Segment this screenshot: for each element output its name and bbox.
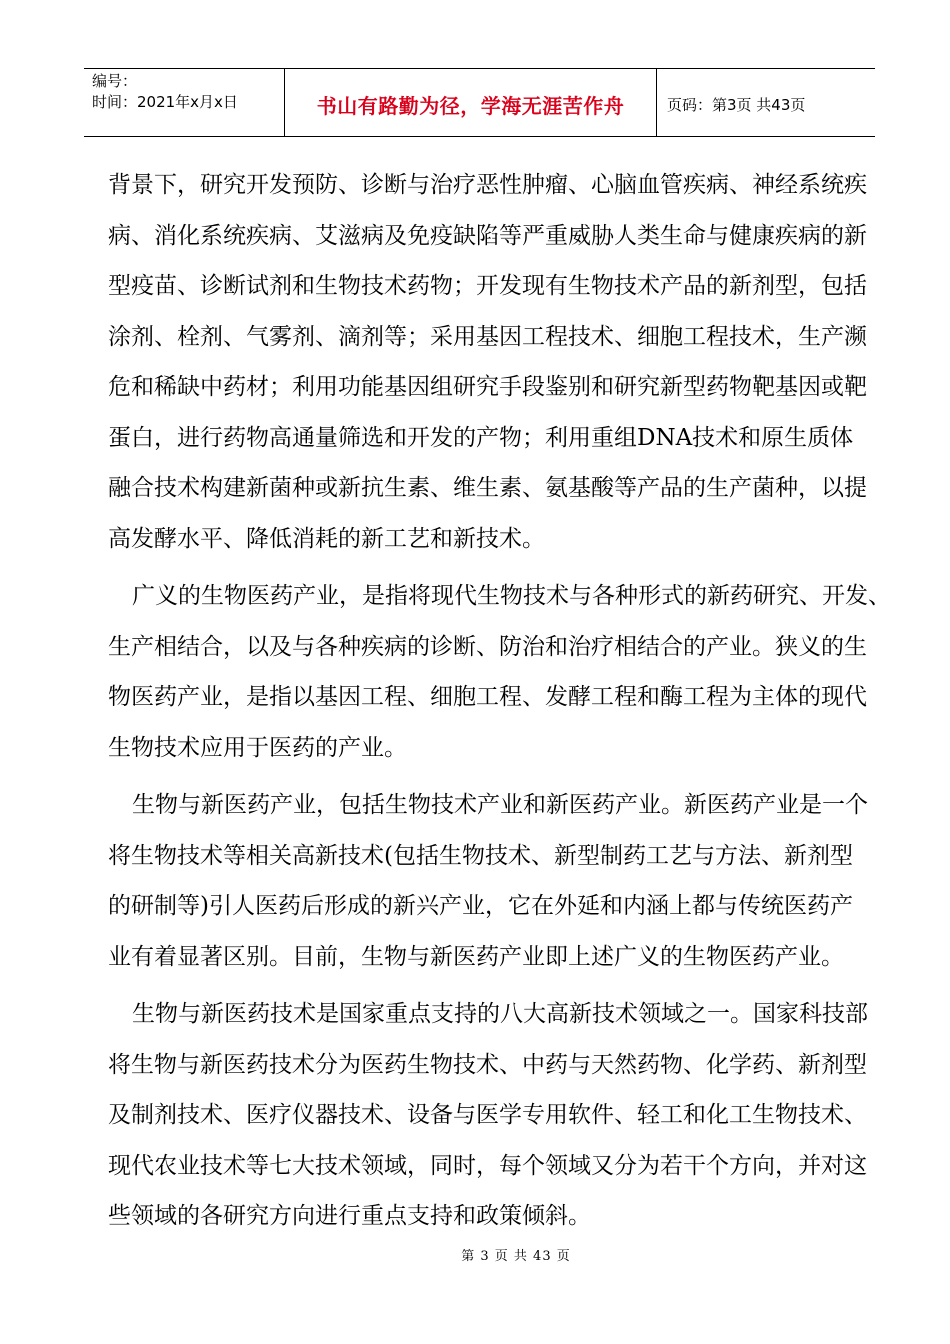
paragraph-line: 的研制等)引人医药后形成的新兴产业，它在外延和内涵上都与传统医药产 <box>108 893 853 919</box>
paragraph-line: 高发酵水平、降低消耗的新工艺和新技术。 <box>108 525 545 552</box>
paragraph-line: 融合技术构建新菌种或新抗生素、维生素、氨基酸等产品的生产菌种，以提 <box>108 475 867 501</box>
paragraph-line: 些领域的各研究方向进行重点支持和政策倾斜。 <box>108 1203 591 1229</box>
paragraph-line: 现代农业技术等七大技术领域，同时，每个领域又分为若干个方向，并对这 <box>108 1152 867 1179</box>
paragraph-line: 业有着显著区别。目前，生物与新医药产业即上述广义的生物医药产业。 <box>108 943 844 970</box>
paragraph-line: 危和稀缺中药材；利用功能基因组研究手段鉴别和研究新型药物靶基因或靶 <box>108 374 867 400</box>
paragraph-line: 将生物技术等相关高新技术(包括生物技术、新型制药工艺与方法、新剂型 <box>108 842 853 869</box>
paragraph-line: 型疫苗、诊断试剂和生物技术药物；开发现有生物技术产品的新剂型，包括 <box>108 273 867 299</box>
paragraph-line: 背景下，研究开发预防、诊断与治疗恶性肿瘤、心脑血管疾病、神经系统疾 <box>108 172 867 198</box>
paragraph-line: 涂剂、栓剂、气雾剂、滴剂等；采用基因工程技术、细胞工程技术，生产濒 <box>108 323 867 350</box>
document-body <box>108 160 891 1242</box>
paragraph-line: 生物与新医药技术是国家重点支持的八大高新技术领域之一。国家科技部 <box>132 1001 868 1027</box>
header-page-label: 页码：第3页 共43页 <box>667 96 806 114</box>
page-header <box>84 68 875 137</box>
page-footer <box>0 1245 950 1264</box>
paragraph <box>108 989 868 1242</box>
header-meta-cell <box>84 69 285 136</box>
header-page-cell <box>657 69 875 136</box>
paragraph-line: 生物与新医药产业，包括生物技术产业和新医药产业。新医药产业是一个 <box>132 792 868 818</box>
paragraph-line: 及制剂技术、医疗仪器技术、设备与医学专用软件、轻工和化工生物技术、 <box>108 1102 867 1128</box>
paragraph-line: 病、消化系统疾病、艾滋病及免疫缺陷等严重威胁人类生命与健康疾病的新 <box>108 222 867 249</box>
paragraph-line: 生产相结合，以及与各种疾病的诊断、防治和治疗相结合的产业。狭义的生 <box>108 633 867 660</box>
paragraph-line: 蛋白，进行药物高通量筛选和开发的产物；利用重组DNA技术和原生质体 <box>108 424 854 451</box>
paragraph <box>108 780 868 982</box>
document-number: 编号： <box>92 72 138 90</box>
header-motto-cell <box>285 69 657 136</box>
paragraph <box>108 571 891 773</box>
document-time: 时间：2021年x月x日 <box>92 93 238 111</box>
footer-page-number: 第 3 页 共 43 页 <box>461 1249 571 1264</box>
paragraph-line: 将生物与新医药技术分为医药生物技术、中药与天然药物、化学药、新剂型 <box>108 1051 867 1078</box>
paragraph <box>108 160 867 564</box>
paragraph-line: 物医药产业，是指以基因工程、细胞工程、发酵工程和酶工程为主体的现代 <box>108 684 867 710</box>
paragraph-line: 生物技术应用于医药的产业。 <box>108 734 407 761</box>
paragraph-line: 广义的生物医药产业，是指将现代生物技术与各种形式的新药研究、开发、 <box>132 583 891 609</box>
header-motto: 书山有路勤为径，学海无涯苦作舟 <box>316 94 625 118</box>
